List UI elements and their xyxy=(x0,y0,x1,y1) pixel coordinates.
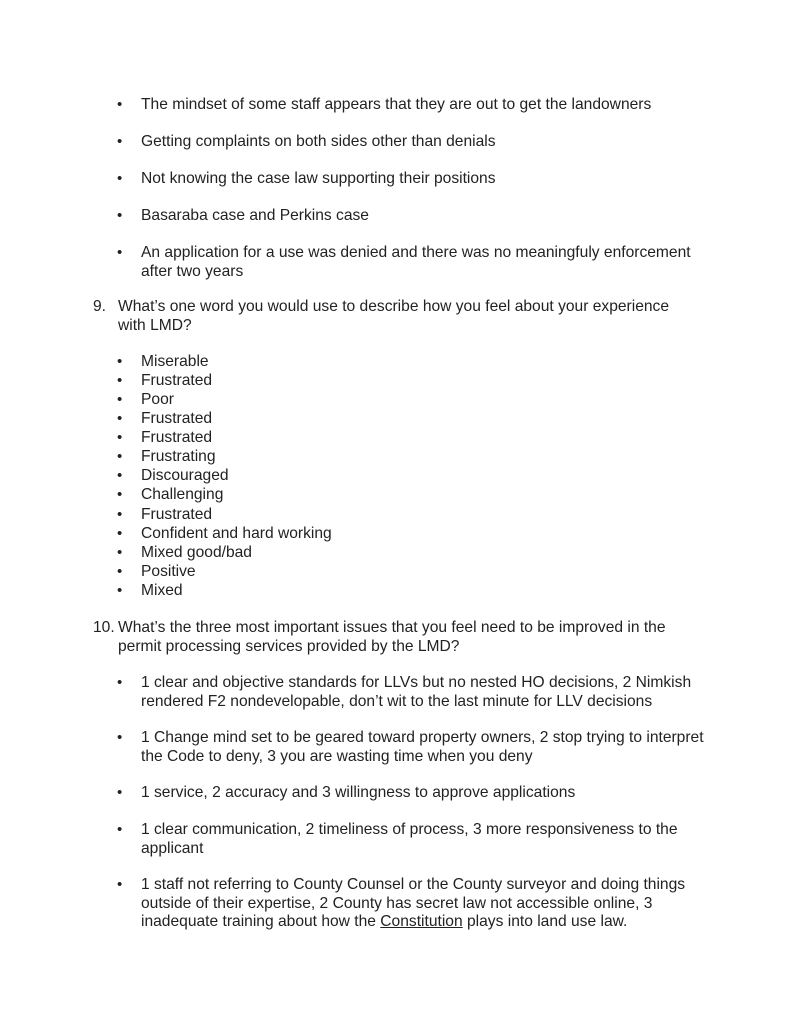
list-item: • Discouraged xyxy=(141,467,229,486)
answer-text: 1 staff not referring to County Counsel or the County surveyor and doing things outside of their expertise, 2 County has secret law not accessible online, 3 inadequate training about how the xyxy=(141,876,686,930)
list-item: • Frustrated xyxy=(141,372,212,391)
list-item: • Frustrated xyxy=(141,410,212,429)
question-text: What’s one word you would use to describe how you feel about your experience with LMD? xyxy=(118,298,670,334)
question-text: What’s the three most important issues that you feel need to be improved in the permit processing services provided by the LMD? xyxy=(118,619,666,655)
list-item: • Not knowing the case law supporting their positions xyxy=(141,170,721,189)
list-item: • 1 service, 2 accuracy and 3 willingness to approve applications xyxy=(141,784,721,803)
list-item: • Poor xyxy=(141,391,174,410)
list-item: • 1 Change mind set to be geared toward property owners, 2 stop trying to interpret the Code to deny, 3 you are wasting time when you deny xyxy=(141,729,721,766)
list-item: • Frustrating xyxy=(141,448,216,467)
question-number: 10. xyxy=(93,619,115,636)
list-item: • Frustrated xyxy=(141,506,212,525)
constitution-link[interactable]: Constitution xyxy=(380,913,463,930)
list-item: • Mixed good/bad xyxy=(141,544,252,563)
list-item: • 1 clear communication, 2 timeliness of process, 3 more responsiveness to the applicant xyxy=(141,821,721,858)
question-10 xyxy=(93,619,698,656)
list-item xyxy=(141,876,721,932)
list-item: • Getting complaints on both sides other than denials xyxy=(141,133,721,152)
answer-text: plays into land use law. xyxy=(462,913,628,930)
list-item: • Challenging xyxy=(141,486,223,505)
question-number: 9. xyxy=(93,298,107,315)
list-item: • An application for a use was denied and there was no meaningfuly enforcement after two years xyxy=(141,244,721,281)
question-9 xyxy=(93,298,698,335)
list-item: • Miserable xyxy=(141,353,209,372)
list-item: • Confident and hard working xyxy=(141,525,332,544)
list-item: • Mixed xyxy=(141,582,183,601)
list-item: • Positive xyxy=(141,563,196,582)
list-item: • Basaraba case and Perkins case xyxy=(141,207,721,226)
list-item: • The mindset of some staff appears that they are out to get the landowners xyxy=(141,96,721,115)
list-item: • Frustrated xyxy=(141,429,212,448)
list-item: • 1 clear and objective standards for LLVs but no nested HO decisions, 2 Nimkish rendered F2 nondevelopable, don’t wit to the last minute for LLV decisions xyxy=(141,674,721,711)
